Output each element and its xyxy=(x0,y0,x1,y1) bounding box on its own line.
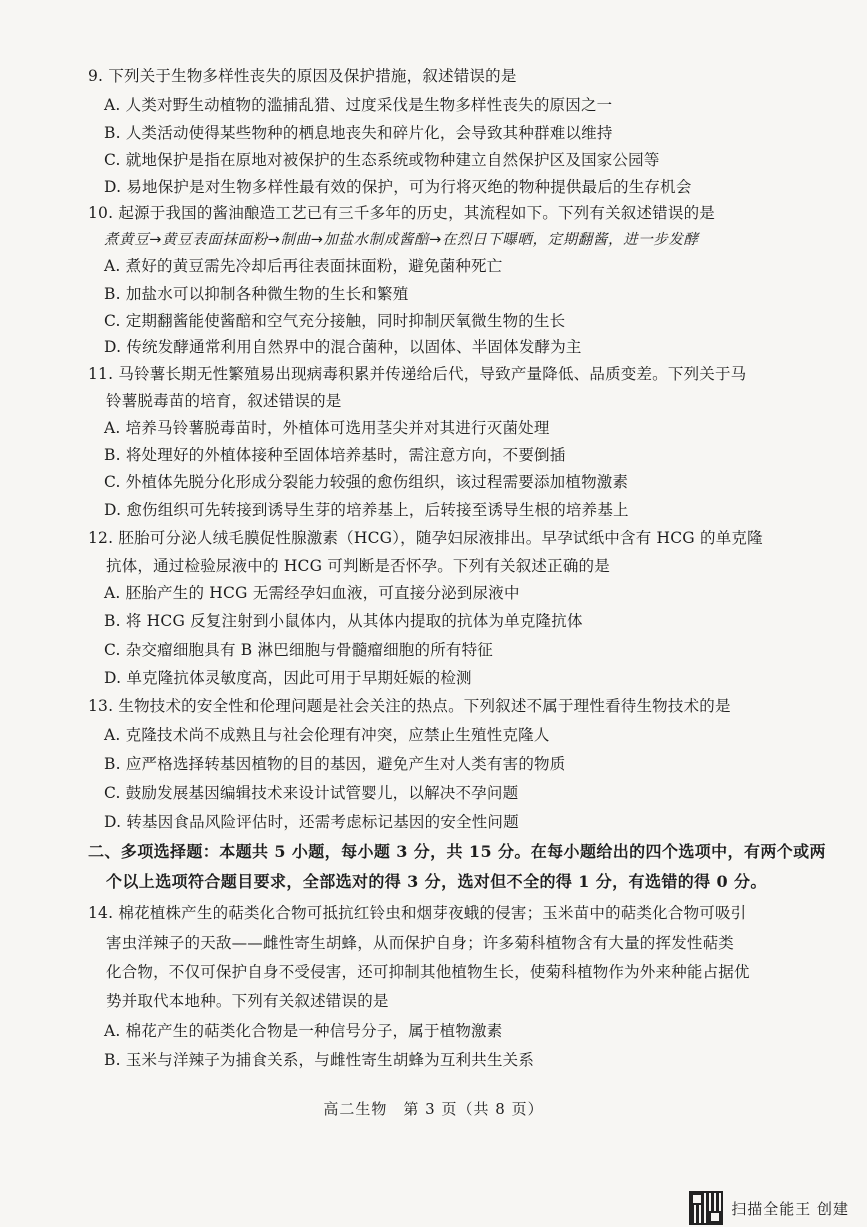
q11-stem-line2: 铃薯脱毒苗的培育，叙述错误的是 xyxy=(106,392,342,410)
q9-option-b: B. 人类活动使得某些物种的栖息地丧失和碎片化，会导致其种群难以维持 xyxy=(104,124,613,142)
q12-stem-line1: 12. 胚胎可分泌人绒毛膜促性腺激素（HCG），随孕妇尿液排出。早孕试纸中含有 HCG 的单克隆 xyxy=(88,529,763,547)
q14-option-a: A. 棉花产生的萜类化合物是一种信号分子，属于植物激素 xyxy=(104,1022,503,1040)
q10-flow: 煮黄豆→黄豆表面抹面粉→制曲→加盐水制成酱醅→在烈日下曝晒，定期翻酱，进一步发酵 xyxy=(104,232,699,248)
qr-code-icon xyxy=(689,1191,723,1225)
q13-option-a: A. 克隆技术尚不成熟且与社会伦理有冲突，应禁止生殖性克隆人 xyxy=(104,726,550,744)
q10-option-c: C. 定期翻酱能使酱醅和空气充分接触，同时抑制厌氧微生物的生长 xyxy=(104,312,566,330)
q12-stem-line2: 抗体，通过检验尿液中的 HCG 可判断是否怀孕。下列有关叙述正确的是 xyxy=(106,557,610,575)
q14-stem-line1: 14. 棉花植株产生的萜类化合物可抵抗红铃虫和烟芽夜蛾的侵害；玉米苗中的萜类化合物可吸引 xyxy=(88,904,747,922)
q14-option-b: B. 玉米与洋辣子为捕食关系，与雌性寄生胡蜂为互利共生关系 xyxy=(104,1051,535,1069)
q14-stem-line3: 化合物，不仅可保护自身不受侵害，还可抑制其他植物生长，使菊科植物作为外来种能占据优 xyxy=(106,963,750,981)
q13-stem: 13. 生物技术的安全性和伦理问题是社会关注的热点。下列叙述不属于理性看待生物技术的是 xyxy=(88,697,731,715)
watermark-text: 扫描全能王 创建 xyxy=(731,1199,849,1218)
q13-option-c: C. 鼓励发展基因编辑技术来设计试管婴儿，以解决不孕问题 xyxy=(104,784,519,802)
q9-option-c: C. 就地保护是指在原地对被保护的生态系统或物种建立自然保护区及国家公园等 xyxy=(104,151,660,169)
q12-option-b: B. 将 HCG 反复注射到小鼠体内，从其体内提取的抗体为单克隆抗体 xyxy=(104,612,583,630)
q12-option-d: D. 单克隆抗体灵敏度高，因此可用于早期妊娠的检测 xyxy=(104,669,472,687)
q11-option-b: B. 将处理好的外植体接种至固体培养基时，需注意方向，不要倒插 xyxy=(104,446,566,464)
q12-option-a: A. 胚胎产生的 HCG 无需经孕妇血液，可直接分泌到尿液中 xyxy=(104,584,520,602)
q10-stem: 10. 起源于我国的酱油酿造工艺已有三千多年的历史，其流程如下。下列有关叙述错误的是 xyxy=(88,204,715,222)
q11-option-d: D. 愈伤组织可先转接到诱导生芽的培养基上，后转接至诱导生根的培养基上 xyxy=(104,501,629,519)
q9-option-d: D. 易地保护是对生物多样性最有效的保护，可为行将灭绝的物种提供最后的生存机会 xyxy=(104,178,692,196)
q10-option-b: B. 加盐水可以抑制各种微生物的生长和繁殖 xyxy=(104,285,409,303)
q11-stem-line1: 11. 马铃薯长期无性繁殖易出现病毒积累并传递给后代，导致产量降低、品质变差。下列关于马 xyxy=(88,365,747,383)
q14-stem-line2: 害虫洋辣子的天敌——雌性寄生胡蜂，从而保护自身；许多菊科植物含有大量的挥发性萜类 xyxy=(106,934,735,952)
q9-option-a: A. 人类对野生动植物的滥捕乱猎、过度采伐是生物多样性丧失的原因之一 xyxy=(104,96,613,114)
q10-option-a: A. 煮好的黄豆需先冷却后再往表面抹面粉，避免菌种死亡 xyxy=(104,257,503,275)
section2-heading-line1: 二、多项选择题：本题共 5 小题，每小题 3 分，共 15 分。在每小题给出的四个选项中，有两个或两 xyxy=(88,842,826,861)
section2-heading-line2: 个以上选项符合题目要求，全部选对的得 3 分，选对但不全的得 1 分，有选错的得 0 分。 xyxy=(106,872,767,891)
q13-option-d: D. 转基因食品风险评估时，还需考虑标记基因的安全性问题 xyxy=(104,813,519,831)
scanner-watermark xyxy=(689,1196,849,1220)
q13-option-b: B. 应严格选择转基因植物的目的基因，避免产生对人类有害的物质 xyxy=(104,755,566,773)
q9-stem: 9. 下列关于生物多样性丧失的原因及保护措施，叙述错误的是 xyxy=(88,67,517,85)
q10-option-d: D. 传统发酵通常利用自然界中的混合菌种，以固体、半固体发酵为主 xyxy=(104,338,582,356)
q12-option-c: C. 杂交瘤细胞具有 B 淋巴细胞与骨髓瘤细胞的所有特征 xyxy=(104,641,494,659)
q11-option-c: C. 外植体先脱分化形成分裂能力较强的愈伤组织，该过程需要添加植物激素 xyxy=(104,473,629,491)
page-footer: 高二生物 第 3 页（共 8 页） xyxy=(323,1100,544,1118)
q11-option-a: A. 培养马铃薯脱毒苗时，外植体可选用茎尖并对其进行灭菌处理 xyxy=(104,419,550,437)
q14-stem-line4: 势并取代本地种。下列有关叙述错误的是 xyxy=(106,992,389,1010)
